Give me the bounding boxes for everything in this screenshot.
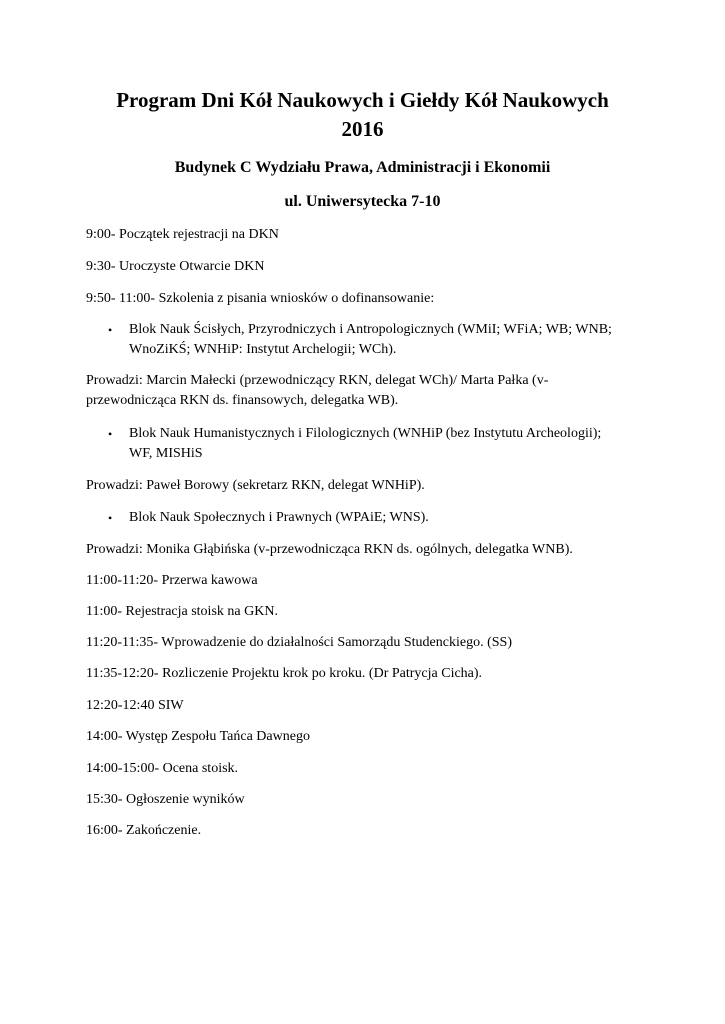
schedule-item: 11:20-11:35- Wprowadzenie do działalności Samorządu Studenckiego. (SS) xyxy=(86,635,512,650)
building-subtitle: Budynek C Wydziału Prawa, Administracji i Ekonomii xyxy=(174,159,551,176)
document-title xyxy=(60,86,665,144)
bullet-icon: • xyxy=(108,511,113,525)
leader-line: przewodnicząca RKN ds. finansowych, delegatka WB). xyxy=(86,393,399,408)
bullet-icon: • xyxy=(108,323,113,337)
title-line-2: 2016 xyxy=(341,117,384,141)
bullet-item-line: Blok Nauk Społecznych i Prawnych (WPAiE; WNS). xyxy=(129,510,429,525)
schedule-item: 14:00- Występ Zespołu Tańca Dawnego xyxy=(86,729,310,744)
address-line: ul. Uniwersytecka 7-10 xyxy=(284,193,441,210)
schedule-item: 9:00- Początek rejestracji na DKN xyxy=(86,227,279,242)
schedule-item: 9:30- Uroczyste Otwarcie DKN xyxy=(86,259,265,274)
leader-line: Prowadzi: Marcin Małecki (przewodniczący RKN, delegat WCh)/ Marta Pałka (v- xyxy=(86,373,549,388)
schedule-item: 15:30- Ogłoszenie wyników xyxy=(86,792,245,807)
bullet-item-line: WF, MISHiS xyxy=(129,446,203,461)
title-line-1: Program Dni Kół Naukowych i Giełdy Kół Naukowych xyxy=(116,88,609,112)
schedule-item: 14:00-15:00- Ocena stoisk. xyxy=(86,761,239,776)
bullet-icon: • xyxy=(108,427,113,441)
schedule-item: 12:20-12:40 SIW xyxy=(86,698,184,713)
schedule-item: 11:00- Rejestracja stoisk na GKN. xyxy=(86,604,278,619)
schedule-item: 11:35-12:20- Rozliczenie Projektu krok po kroku. (Dr Patrycja Cicha). xyxy=(86,666,483,681)
schedule-item: 16:00- Zakończenie. xyxy=(86,823,202,838)
bullet-item-line: Blok Nauk Ścisłych, Przyrodniczych i Antropologicznych (WMiI; WFiA; WB; WNB; xyxy=(129,322,612,337)
schedule-item: 11:00-11:20- Przerwa kawowa xyxy=(86,573,258,588)
bullet-item-line: Blok Nauk Humanistycznych i Filologicznych (WNHiP (bez Instytutu Archeologii); xyxy=(129,426,602,441)
leader-line: Prowadzi: Monika Głąbińska (v-przewodnicząca RKN ds. ogólnych, delegatka WNB). xyxy=(86,542,573,557)
schedule-item: 9:50- 11:00- Szkolenia z pisania wniosków o dofinansowanie: xyxy=(86,291,435,306)
bullet-item-line: WnoZiKŚ; WNHiP: Instytut Archelogii; WCh). xyxy=(129,342,397,357)
leader-line: Prowadzi: Paweł Borowy (sekretarz RKN, delegat WNHiP). xyxy=(86,478,425,493)
